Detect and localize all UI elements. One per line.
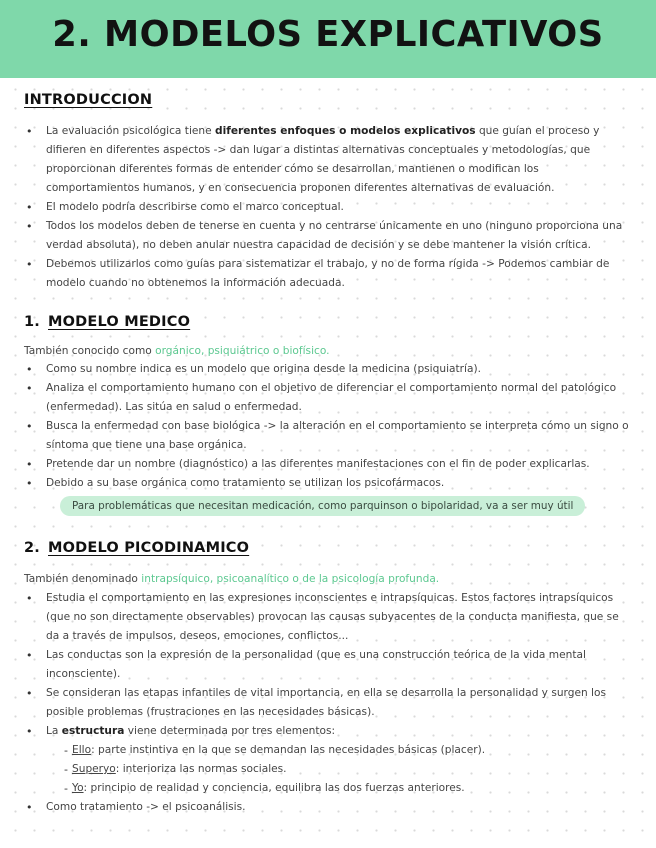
sublist-item <box>64 741 634 760</box>
list-item: • Las conductas son la expresión de la personalidad (que es una construcción teórica de la vida mental inconsciente). <box>24 646 634 684</box>
list-item: • Estudia el comportamiento en las expresiones inconscientes e intrapsíquicas. Estos factores intrapsíquicos (que no son directamente observables) provocan las causas subyacentes de la conducta manifiesta, que se da a través de impulsos, deseos, emociones, conflictos... <box>24 589 634 646</box>
text: La evaluación psicológica tiene <box>46 125 216 137</box>
list-item: • Todos los modelos deben de tenerse en cuenta y no centrarse únicamente en uno (ninguno proporciona una verdad absoluta), no deben anular nuestra capacidad de decisión y se debe mantener la visión crítica. <box>24 217 634 255</box>
sublist-item <box>64 779 634 798</box>
section-title: MODELO PICODINAMICO <box>48 540 250 556</box>
term: Superyo <box>72 763 116 775</box>
sublist-item <box>64 760 634 779</box>
page-title: 2. MODELOS EXPLICATIVOS <box>52 14 604 55</box>
list-item: • El modelo podría describirse como el marco conceptual. <box>24 198 634 217</box>
psico-list <box>24 589 634 817</box>
term: Yo <box>72 782 84 794</box>
title-banner <box>0 0 656 78</box>
section-title: MODELO MEDICO <box>48 314 191 330</box>
bold-text: estructura <box>61 725 125 737</box>
list-item: • Debemos utilizarlos como guías para sistematizar el trabajo, y no de forma rígida -> Podemos cambiar de modelo cuando no obtenemos la información adecuada. <box>24 255 634 293</box>
list-item <box>24 122 634 198</box>
text: que guían el proceso y difieren en diferentes aspectos -> dan lugar a distintas alternativas conceptuales y metodologías, que proporcionan diferentes formas de entender cómo se desarrollan, mantienen o modifican los comportamientos humanos, y en consecuencia proponen diferentes alternativas de evaluación. <box>46 125 600 194</box>
structure-sublist <box>46 741 634 798</box>
text: viene determinada por tres elementos: <box>124 725 336 737</box>
section-number: 2. <box>24 540 40 556</box>
section-number: 1. <box>24 314 40 330</box>
list-item <box>24 722 634 798</box>
list-item: • Debido a su base orgánica como tratamiento se utilizan los psicofármacos. <box>24 474 634 493</box>
text: También conocido como <box>24 345 156 357</box>
list-item: • Se consideran las etapas infantiles de vital importancia, en ella se desarrolla la personalidad y surgen los posible problemas (frustraciones en las necesidades básicas). <box>24 684 634 722</box>
text: : interioriza las normas sociales. <box>115 763 287 775</box>
medico-note: Para problemáticas que necesitan medicación, como parquinson o bipolaridad, va a ser muy útil <box>60 496 585 516</box>
medico-heading <box>24 314 190 330</box>
text: La <box>46 725 62 737</box>
term: Ello <box>72 744 92 756</box>
psico-heading <box>24 540 249 556</box>
intro-heading: INTRODUCCION <box>24 92 153 108</box>
text: : principio de realidad y conciencia, equilibra las dos fuerzas anteriores. <box>83 782 465 794</box>
text: También denominado <box>24 573 142 585</box>
list-item: • Como tratamiento -> el psicoanálisis. <box>24 798 634 817</box>
highlight-text: orgánico, psiquiátrico o biofísico. <box>155 345 330 357</box>
medico-list <box>24 360 634 493</box>
list-item: • Busca la enfermedad con base biológica -> la alteración en el comportamiento se interpreta cómo un signo o síntoma que tiene una base orgánica. <box>24 417 634 455</box>
list-item: • Pretende dar un nombre (diagnóstico) a las diferentes manifestaciones con el fin de poder explicarlas. <box>24 455 634 474</box>
highlight-text: intrapsíquico, psicoanalítico o de la psicología profunda. <box>141 573 440 585</box>
intro-list <box>24 122 634 293</box>
text: : parte instintiva en la que se demandan las necesidades básicas (placer). <box>91 744 486 756</box>
list-item: • Como su nombre indica es un modelo que origina desde la medicina (psiquiatría). <box>24 360 634 379</box>
bold-text: diferentes enfoques o modelos explicativos <box>215 125 476 137</box>
medico-aka <box>24 342 330 361</box>
psico-aka <box>24 570 439 589</box>
list-item: • Analiza el comportamiento humano con el objetivo de diferenciar el comportamiento normal del patológico (enfermedad). Las sitúa en salud o enfermedad. <box>24 379 634 417</box>
